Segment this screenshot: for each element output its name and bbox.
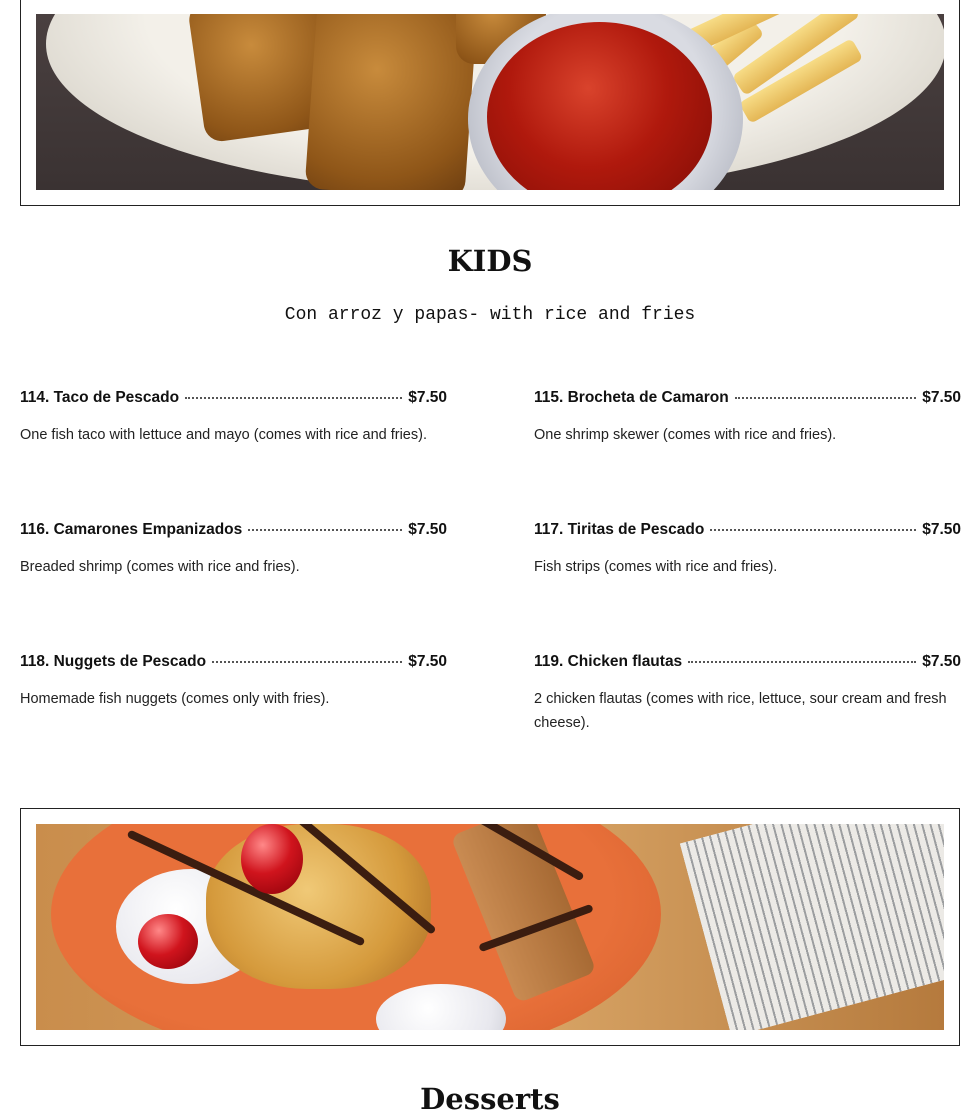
desserts-photo-frame [20, 808, 960, 1046]
fish-nuggets-photo [36, 14, 944, 190]
dot-leader [212, 660, 402, 663]
menu-item-description: 2 chicken flautas (comes with rice, lettuce, sour cream and fresh cheese). [534, 691, 947, 731]
menu-item-price: $7.50 [922, 521, 961, 538]
menu-item-description: Fish strips (comes with rice and fries). [534, 559, 778, 575]
menu-item-description: One fish taco with lettuce and mayo (comes with rice and fries). [20, 427, 427, 443]
dot-leader [688, 660, 916, 663]
menu-item-name: 117. Tiritas de Pescado [534, 521, 705, 538]
menu-item-price: $7.50 [922, 653, 961, 670]
menu-item-description: One shrimp skewer (comes with rice and fries). [534, 427, 837, 443]
menu-item-name: 118. Nuggets de Pescado [20, 653, 207, 670]
menu-item-description: Homemade fish nuggets (comes only with fries). [20, 691, 330, 707]
menu-item [20, 521, 447, 579]
section-subtitle-kids: Con arroz y papas- with rice and fries [284, 305, 696, 325]
dot-leader [735, 396, 917, 399]
dot-leader [248, 528, 402, 531]
dessert-photo [36, 824, 944, 1030]
menu-item [20, 653, 447, 711]
menu-item [20, 389, 447, 447]
kids-photo-frame [20, 0, 960, 206]
menu-item-price: $7.50 [408, 389, 447, 406]
napkin [680, 824, 944, 1030]
section-title-desserts: Desserts [420, 1082, 560, 1116]
dot-leader [710, 528, 916, 531]
cherry [138, 914, 198, 969]
section-title-kids: KIDS [447, 244, 533, 278]
menu-item-name: 114. Taco de Pescado [20, 389, 180, 406]
dot-leader [185, 396, 402, 399]
menu-item [534, 653, 961, 735]
menu-item-name: 116. Camarones Empanizados [20, 521, 243, 538]
cherry [241, 824, 303, 894]
menu-item-name: 115. Brocheta de Camaron [534, 389, 729, 406]
menu-item-name: 119. Chicken flautas [534, 653, 683, 670]
menu-item [534, 521, 961, 579]
menu-item-description: Breaded shrimp (comes with rice and fries). [20, 559, 300, 575]
fish-nugget [305, 14, 478, 190]
menu-item-price: $7.50 [408, 653, 447, 670]
menu-item [534, 389, 961, 447]
menu-item-price: $7.50 [408, 521, 447, 538]
menu-item-price: $7.50 [922, 389, 961, 406]
